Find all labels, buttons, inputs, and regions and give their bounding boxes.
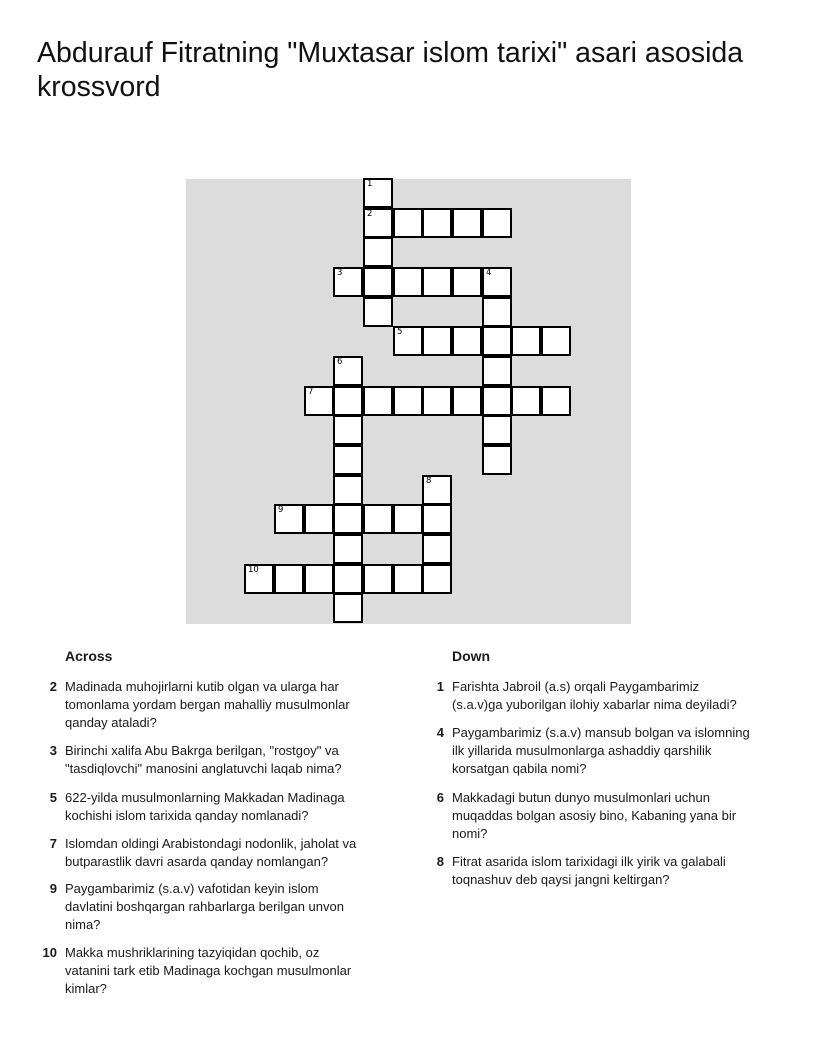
clue-number: 10 [42,945,57,960]
grid-cell[interactable] [482,267,512,297]
grid-cell[interactable] [511,386,541,416]
grid-cell[interactable] [422,475,452,505]
grid-cell[interactable] [422,208,452,238]
clue-number: 7 [49,836,57,851]
grid-cell[interactable] [482,445,512,475]
grid-cell[interactable] [333,475,363,505]
grid-cell[interactable] [363,504,393,534]
cell-number: 4 [486,268,492,278]
cell-number: 9 [278,505,284,515]
grid-cell[interactable] [333,386,363,416]
grid-cell[interactable] [452,208,482,238]
clue-text: Birinchi xalifa Abu Bakrga berilgan, "rostgoy" va "tasdiqlovchi" manosini anglatuvchi laqab nima? [65,743,342,776]
grid-cell[interactable] [363,564,393,594]
clue-text: Fitrat asarida islom tarixidagi ilk yirik va galabali toqnashuv deb qaysi jangni keltirgan? [452,854,726,887]
grid-cell[interactable] [333,445,363,475]
clue-number: 3 [49,743,57,758]
grid-cell[interactable] [333,415,363,445]
cell-number: 6 [337,357,343,367]
grid-cell[interactable] [482,208,512,238]
page-title: Abdurauf Fitratning "Muxtasar islom tarixi" asari asosida krossvord [37,37,744,103]
grid-cell[interactable] [333,504,363,534]
cell-number: 1 [367,179,373,189]
grid-cell[interactable] [393,504,423,534]
grid-cell[interactable] [482,356,512,386]
cell-number: 10 [248,565,259,575]
grid-cell[interactable] [333,267,363,297]
grid-cell[interactable] [304,504,334,534]
grid-cell[interactable] [541,326,571,356]
grid-cell[interactable] [393,267,423,297]
clue-text: Madinada muhojirlarni kutib olgan va ularga har tomonlama yordam bergan mahalliy musulmonlar qanday ataladi? [65,679,350,730]
clue-number: 9 [49,881,57,896]
grid-cell[interactable] [363,267,393,297]
down-heading: Down [452,648,491,664]
grid-cell[interactable] [363,208,393,238]
grid-cell[interactable] [422,504,452,534]
clue-text: Paygambarimiz (s.a.v) vafotidan keyin islom davlatini boshqargan rahbarlarga berilgan unvon nima? [65,881,344,932]
grid-cell[interactable] [304,564,334,594]
grid-cell[interactable] [363,386,393,416]
grid-cell[interactable] [422,386,452,416]
grid-cell[interactable] [482,326,512,356]
clue-number: 8 [436,854,444,869]
clue-number: 6 [436,790,444,805]
grid-cell[interactable] [393,564,423,594]
grid-cell[interactable] [274,504,304,534]
grid-cell[interactable] [452,386,482,416]
clue-text: Makka mushriklarining tazyiqidan qochib, oz vatanini tark etib Madinaga kochgan musulmonlar kimlar? [65,945,352,996]
clue-number: 4 [436,725,444,740]
grid-cell[interactable] [482,297,512,327]
grid-cell[interactable] [422,564,452,594]
grid-cell[interactable] [511,326,541,356]
grid-cell[interactable] [541,386,571,416]
grid-cell[interactable] [333,564,363,594]
grid-cell[interactable] [304,386,334,416]
grid-cell[interactable] [363,297,393,327]
crossword-grid [186,179,631,624]
grid-cell[interactable] [393,208,423,238]
clue-text: Islomdan oldingi Arabistondagi nodonlik, jaholat va butparastlik davri asarda qanday nomlangan? [65,836,357,869]
grid-cell[interactable] [482,415,512,445]
across-heading: Across [65,648,113,664]
cell-number: 2 [367,209,373,219]
grid-cell[interactable] [422,267,452,297]
grid-cell[interactable] [333,593,363,623]
cell-number: 5 [397,327,403,337]
clue-number: 5 [49,790,57,805]
grid-cell[interactable] [244,564,274,594]
clue-text: Makkadagi butun dunyo musulmonlari uchun muqaddas bolgan asosiy bino, Kabaning yana bir nomi? [452,790,737,841]
grid-cell[interactable] [393,386,423,416]
grid-cell[interactable] [363,178,393,208]
grid-cell[interactable] [422,326,452,356]
grid-cell[interactable] [393,326,423,356]
clue-text: Farishta Jabroil (a.s) orqali Paygambarimiz (s.a.v)ga yuborilgan ilohiy xabarlar nima deyiladi? [452,679,737,712]
cell-number: 3 [337,268,343,278]
grid-cell[interactable] [452,326,482,356]
grid-cell[interactable] [333,356,363,386]
clue-number: 1 [436,679,444,694]
clue-number: 2 [49,679,57,694]
grid-cell[interactable] [274,564,304,594]
grid-cell[interactable] [452,267,482,297]
grid-cell[interactable] [333,534,363,564]
grid-cell[interactable] [482,386,512,416]
cell-number: 7 [308,387,314,397]
clue-text: 622-yilda musulmonlarning Makkadan Madinaga kochishi islom tarixida qanday nomlanadi? [65,790,345,823]
grid-cell[interactable] [422,534,452,564]
clue-text: Paygambarimiz (s.a.v) mansub bolgan va islomning ilk yillarida musulmonlarga ashaddiy qarshilik korsatgan qabila nomi? [452,725,750,776]
cell-number: 8 [426,476,432,486]
grid-cell[interactable] [363,237,393,267]
